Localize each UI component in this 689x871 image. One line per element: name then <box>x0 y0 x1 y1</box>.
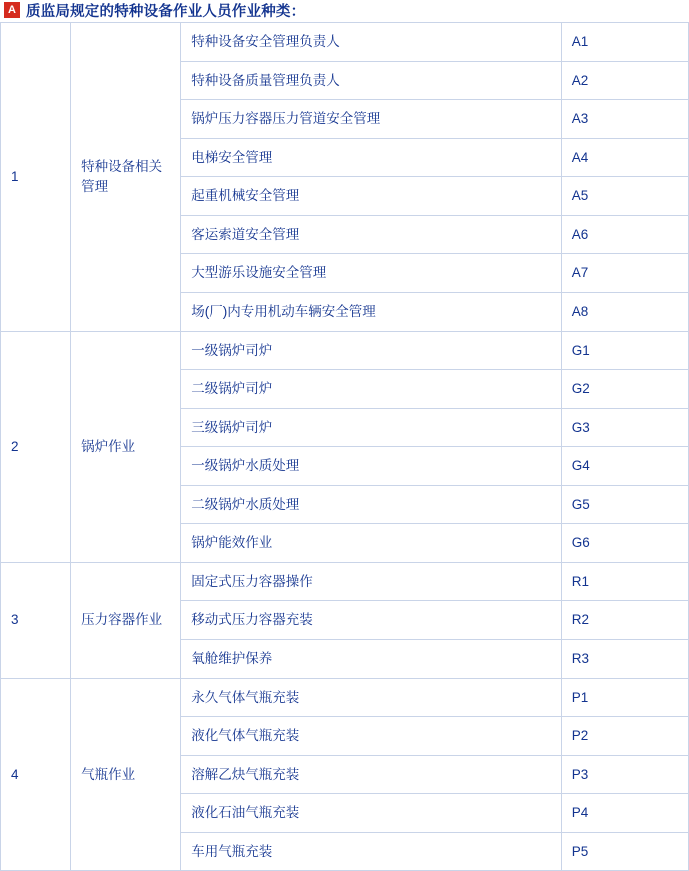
job-code-cell: P3 <box>561 755 688 794</box>
job-code-cell: G3 <box>561 408 688 447</box>
job-type-cell: 客运索道安全管理 <box>181 215 562 254</box>
job-type-cell: 二级锅炉司炉 <box>181 370 562 409</box>
page-title-text: 质监局规定的特种设备作业人员作业种类： <box>26 3 306 20</box>
job-code-cell: A5 <box>561 177 688 216</box>
group-category-cell: 气瓶作业 <box>71 678 181 871</box>
group-category-cell: 特种设备相关管理 <box>71 23 181 332</box>
job-type-cell: 电梯安全管理 <box>181 138 562 177</box>
job-type-cell: 特种设备安全管理负责人 <box>181 23 562 62</box>
job-type-cell: 车用气瓶充装 <box>181 832 562 871</box>
job-code-cell: G1 <box>561 331 688 370</box>
job-type-cell: 氧舱维护保养 <box>181 640 562 679</box>
job-type-cell: 二级锅炉水质处理 <box>181 485 562 524</box>
job-type-cell: 液化石油气瓶充装 <box>181 794 562 833</box>
group-category-cell: 压力容器作业 <box>71 562 181 678</box>
table-row <box>1 331 689 370</box>
section-badge-icon: A <box>4 2 20 18</box>
job-code-cell: R3 <box>561 640 688 679</box>
special-equipment-table <box>0 22 689 871</box>
job-code-cell: R2 <box>561 601 688 640</box>
table-row <box>1 678 689 717</box>
job-code-cell: P1 <box>561 678 688 717</box>
job-type-cell: 场(厂)内专用机动车辆安全管理 <box>181 292 562 331</box>
job-type-cell: 三级锅炉司炉 <box>181 408 562 447</box>
group-number-cell: 4 <box>1 678 71 871</box>
job-code-cell: P4 <box>561 794 688 833</box>
job-code-cell: A8 <box>561 292 688 331</box>
job-code-cell: A6 <box>561 215 688 254</box>
job-code-cell: P5 <box>561 832 688 871</box>
job-code-cell: G4 <box>561 447 688 486</box>
job-type-cell: 一级锅炉水质处理 <box>181 447 562 486</box>
job-type-cell: 特种设备质量管理负责人 <box>181 61 562 100</box>
page-title <box>0 0 689 22</box>
table-body <box>1 23 689 871</box>
job-code-cell: G6 <box>561 524 688 563</box>
job-code-cell: G5 <box>561 485 688 524</box>
group-number-cell: 1 <box>1 23 71 332</box>
group-number-cell: 2 <box>1 331 71 562</box>
job-code-cell: G2 <box>561 370 688 409</box>
job-type-cell: 液化气体气瓶充装 <box>181 717 562 756</box>
job-type-cell: 起重机械安全管理 <box>181 177 562 216</box>
job-type-cell: 锅炉能效作业 <box>181 524 562 563</box>
job-code-cell: A4 <box>561 138 688 177</box>
group-category-cell: 锅炉作业 <box>71 331 181 562</box>
group-number-cell: 3 <box>1 562 71 678</box>
job-code-cell: P2 <box>561 717 688 756</box>
job-type-cell: 移动式压力容器充装 <box>181 601 562 640</box>
job-code-cell: A3 <box>561 100 688 139</box>
job-type-cell: 永久气体气瓶充装 <box>181 678 562 717</box>
job-code-cell: A2 <box>561 61 688 100</box>
job-type-cell: 一级锅炉司炉 <box>181 331 562 370</box>
job-code-cell: A7 <box>561 254 688 293</box>
table-row <box>1 562 689 601</box>
job-type-cell: 锅炉压力容器压力管道安全管理 <box>181 100 562 139</box>
table-row <box>1 23 689 62</box>
job-type-cell: 固定式压力容器操作 <box>181 562 562 601</box>
job-code-cell: A1 <box>561 23 688 62</box>
job-code-cell: R1 <box>561 562 688 601</box>
job-type-cell: 溶解乙炔气瓶充装 <box>181 755 562 794</box>
job-type-cell: 大型游乐设施安全管理 <box>181 254 562 293</box>
